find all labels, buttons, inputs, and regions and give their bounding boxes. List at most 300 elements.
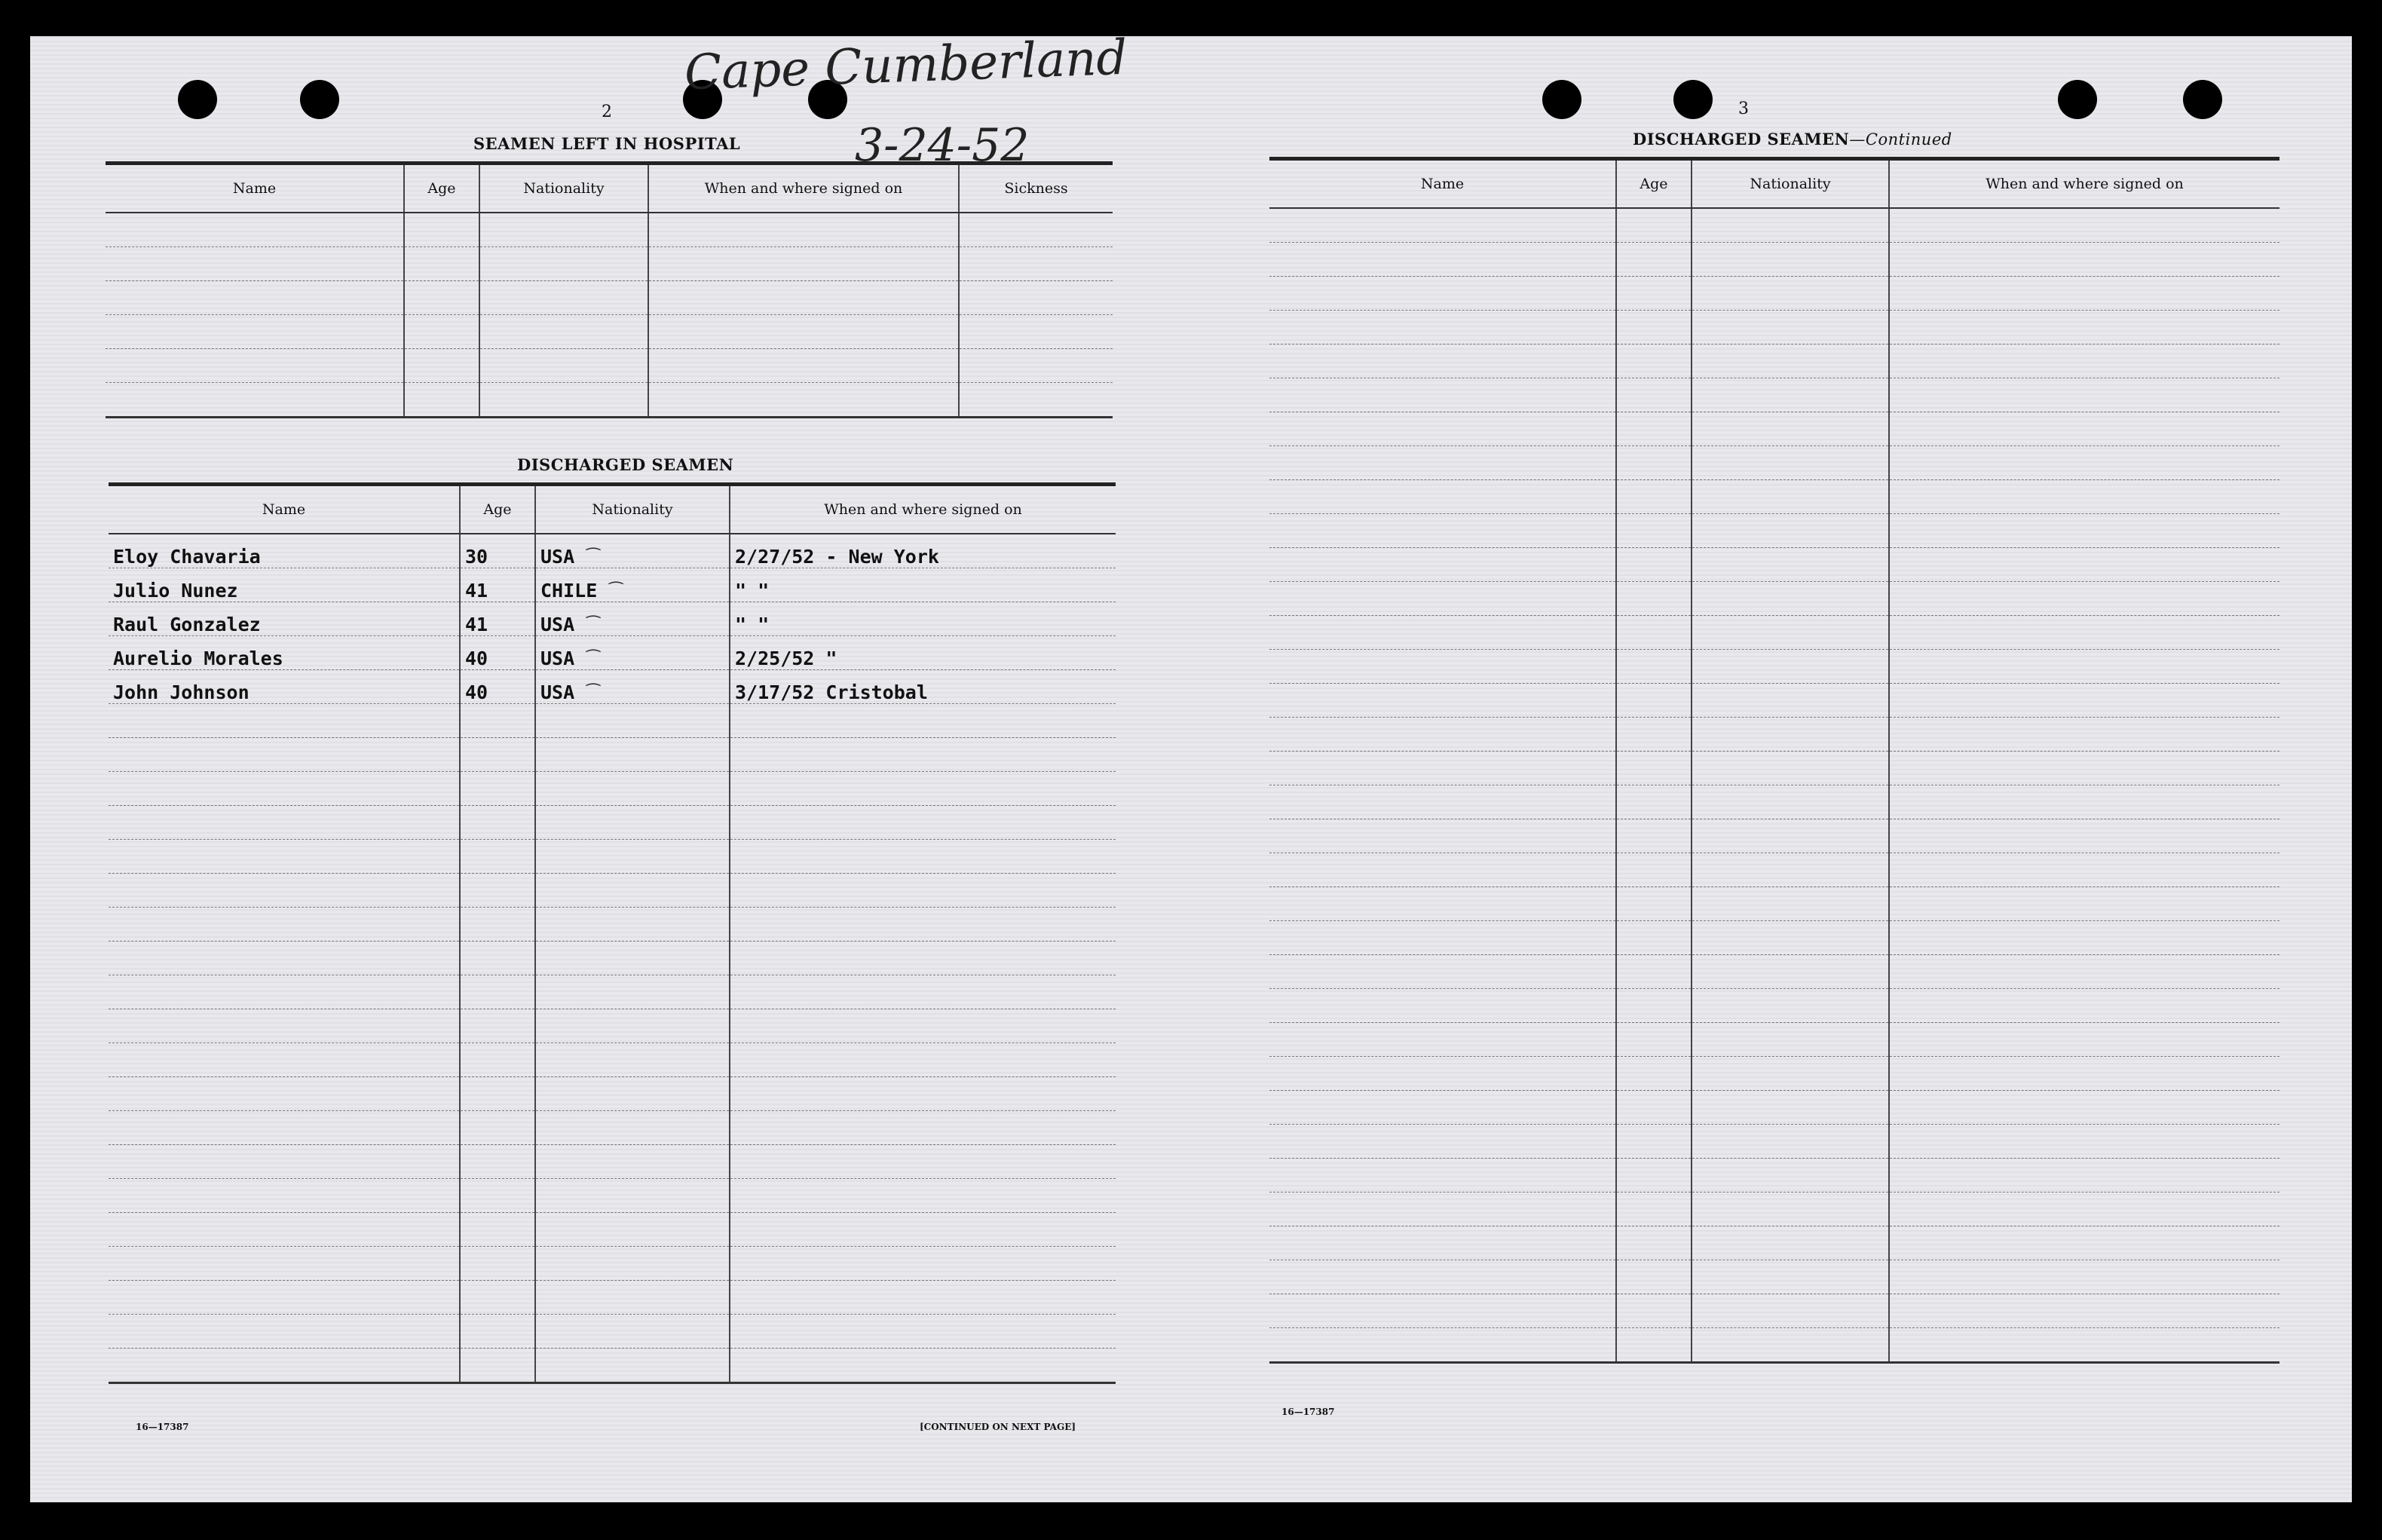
age-cell	[1616, 243, 1692, 277]
nationality-cell	[1692, 548, 1889, 582]
table-row	[109, 1043, 1116, 1077]
table-row	[106, 281, 1113, 315]
signed-on-cell	[1889, 1294, 2279, 1328]
nationality-cell	[1692, 853, 1889, 887]
table-row	[109, 568, 1116, 602]
nationality-cell	[1692, 1328, 1889, 1363]
nationality-cell	[1692, 752, 1889, 785]
table-row	[1269, 480, 2279, 514]
signed-on-cell	[730, 772, 1116, 806]
age-cell	[1616, 582, 1692, 616]
table-row	[109, 975, 1116, 1009]
cell-text: 40	[465, 648, 488, 669]
nationality-cell	[535, 602, 730, 636]
column-header: When and where signed on	[1889, 159, 2279, 209]
age-cell	[460, 704, 535, 738]
table-row	[109, 1315, 1116, 1349]
name-cell	[109, 772, 460, 806]
name-cell	[1269, 311, 1616, 344]
name-cell	[1269, 480, 1616, 514]
nationality-cell	[479, 213, 648, 247]
signed-on-cell	[1889, 650, 2279, 684]
age-cell	[404, 315, 479, 349]
name-cell	[1269, 887, 1616, 921]
age-cell	[1616, 311, 1692, 344]
check-mark-icon: ⁀	[586, 651, 600, 669]
table-row	[1269, 1057, 2279, 1091]
check-mark-icon: ⁀	[586, 684, 600, 703]
nationality-cell	[1692, 582, 1889, 616]
age-cell	[1616, 378, 1692, 412]
age-cell	[1616, 921, 1692, 955]
name-cell	[106, 281, 404, 315]
signed-on-cell	[1889, 785, 2279, 819]
age-cell	[460, 806, 535, 840]
name-cell	[1269, 344, 1616, 378]
nationality-cell	[535, 1247, 730, 1281]
signed-on-cell	[730, 1077, 1116, 1111]
hospital-section-title: SEAMEN LEFT IN HOSPITAL	[473, 134, 741, 153]
age-cell	[460, 840, 535, 874]
signed-on-cell	[1889, 1057, 2279, 1091]
name-cell	[109, 975, 460, 1009]
signed-on-cell	[1889, 412, 2279, 446]
age-cell	[460, 1179, 535, 1213]
name-cell	[1269, 277, 1616, 311]
cell-text: Eloy Chavaria	[113, 546, 261, 568]
table-row	[109, 1349, 1116, 1383]
right-page	[1191, 36, 2352, 1502]
table-row	[106, 315, 1113, 349]
table-row	[1269, 412, 2279, 446]
table-row	[106, 383, 1113, 418]
name-cell	[1269, 1294, 1616, 1328]
name-cell	[1269, 1023, 1616, 1057]
name-cell	[109, 1213, 460, 1247]
age-cell	[460, 602, 535, 636]
name-cell	[1269, 785, 1616, 819]
name-cell	[1269, 616, 1616, 650]
age-cell	[460, 1247, 535, 1281]
signed-on-cell	[730, 534, 1116, 568]
table-row	[1269, 1159, 2279, 1193]
age-cell	[1616, 684, 1692, 718]
name-cell	[1269, 1159, 1616, 1193]
name-cell	[1269, 853, 1616, 887]
nationality-cell	[1692, 412, 1889, 446]
age-cell	[460, 941, 535, 975]
nationality-cell	[535, 1281, 730, 1315]
signed-on-cell	[730, 806, 1116, 840]
table-row	[109, 738, 1116, 772]
age-cell	[404, 349, 479, 383]
cell-text: 41	[465, 580, 488, 602]
sickness-cell	[959, 349, 1113, 383]
name-cell	[109, 1145, 460, 1179]
table-row	[109, 1247, 1116, 1281]
table-row	[106, 247, 1113, 281]
name-cell	[106, 349, 404, 383]
column-header: When and where signed on	[730, 485, 1116, 534]
nationality-cell	[1692, 1294, 1889, 1328]
signed-on-cell	[1889, 514, 2279, 548]
age-cell	[404, 213, 479, 247]
table-row	[1269, 853, 2279, 887]
signed-on-cell	[648, 213, 959, 247]
nationality-cell	[1692, 243, 1889, 277]
table-row	[1269, 1294, 2279, 1328]
signed-on-cell	[648, 247, 959, 281]
date-handwriting: 3-24-52	[855, 119, 1030, 172]
age-cell	[1616, 1294, 1692, 1328]
title-text: DISCHARGED SEAMEN	[1633, 130, 1850, 148]
age-cell	[460, 772, 535, 806]
signed-on-cell	[730, 1179, 1116, 1213]
nationality-cell	[1692, 1159, 1889, 1193]
table-row	[1269, 344, 2279, 378]
table-row	[109, 1111, 1116, 1145]
nationality-cell	[535, 704, 730, 738]
name-cell	[1269, 684, 1616, 718]
column-header: Name	[1269, 159, 1616, 209]
table-row	[109, 806, 1116, 840]
signed-on-cell	[730, 1145, 1116, 1179]
nationality-cell	[1692, 684, 1889, 718]
nationality-cell	[535, 1077, 730, 1111]
nationality-cell	[535, 1009, 730, 1043]
sickness-cell	[959, 247, 1113, 281]
age-cell	[460, 1043, 535, 1077]
table-row	[109, 941, 1116, 975]
name-cell	[109, 602, 460, 636]
table-row	[1269, 752, 2279, 785]
table-row	[1269, 955, 2279, 989]
nationality-cell	[535, 806, 730, 840]
nationality-cell	[535, 975, 730, 1009]
table-row	[1269, 277, 2279, 311]
age-cell	[1616, 277, 1692, 311]
age-cell	[460, 738, 535, 772]
nationality-cell	[1692, 1125, 1889, 1159]
name-cell	[1269, 1125, 1616, 1159]
name-cell	[1269, 921, 1616, 955]
signed-on-cell	[730, 975, 1116, 1009]
signed-on-cell	[730, 941, 1116, 975]
signed-on-cell	[1889, 684, 2279, 718]
age-cell	[460, 568, 535, 602]
hospital-table	[106, 161, 1113, 418]
age-cell	[460, 1281, 535, 1315]
age-cell	[460, 1145, 535, 1179]
table-row	[1269, 989, 2279, 1023]
cell-text: Raul Gonzalez	[113, 614, 261, 635]
age-cell	[460, 534, 535, 568]
age-cell	[1616, 548, 1692, 582]
sickness-cell	[959, 383, 1113, 418]
age-cell	[1616, 650, 1692, 684]
age-cell	[1616, 989, 1692, 1023]
nationality-cell	[1692, 718, 1889, 752]
name-cell	[1269, 378, 1616, 412]
signed-on-cell	[1889, 1328, 2279, 1363]
table-row	[1269, 208, 2279, 243]
signed-on-cell	[730, 568, 1116, 602]
name-cell	[1269, 548, 1616, 582]
table-row	[109, 602, 1116, 636]
vessel-name-handwriting: Cape Cumberland	[683, 29, 1128, 102]
age-cell	[460, 1111, 535, 1145]
nationality-cell	[535, 941, 730, 975]
cell-text: 2/27/52 - New York	[735, 546, 939, 568]
nationality-cell	[479, 315, 648, 349]
name-cell	[1269, 582, 1616, 616]
age-cell	[1616, 1057, 1692, 1091]
signed-on-cell	[730, 636, 1116, 670]
table-row	[109, 1281, 1116, 1315]
document-sheet	[30, 29, 2352, 1502]
cell-text: USA	[540, 614, 575, 635]
table-row	[1269, 1125, 2279, 1159]
table-row	[109, 908, 1116, 941]
age-cell	[1616, 1023, 1692, 1057]
nationality-cell	[1692, 955, 1889, 989]
age-cell	[460, 1077, 535, 1111]
table-row	[109, 840, 1116, 874]
nationality-cell	[535, 1043, 730, 1077]
age-cell	[460, 1349, 535, 1383]
nationality-cell	[1692, 650, 1889, 684]
nationality-cell	[1692, 1023, 1889, 1057]
age-cell	[404, 383, 479, 418]
nationality-cell	[1692, 887, 1889, 921]
nationality-cell	[535, 1179, 730, 1213]
check-mark-icon: ⁀	[586, 617, 600, 635]
nationality-cell	[479, 383, 648, 418]
name-cell	[109, 568, 460, 602]
signed-on-cell	[1889, 1125, 2279, 1159]
nationality-cell	[535, 874, 730, 908]
column-header: Nationality	[535, 485, 730, 534]
column-header: Name	[109, 485, 460, 534]
age-cell	[404, 281, 479, 315]
name-cell	[106, 213, 404, 247]
table-row	[109, 772, 1116, 806]
signed-on-cell	[730, 1111, 1116, 1145]
discharged-seamen-table	[109, 482, 1116, 1384]
age-cell	[1616, 1226, 1692, 1260]
column-header: Age	[460, 485, 535, 534]
signed-on-cell	[1889, 989, 2279, 1023]
name-cell	[109, 941, 460, 975]
signed-on-cell	[1889, 1193, 2279, 1226]
signed-on-cell	[1889, 1226, 2279, 1260]
table-row	[1269, 1091, 2279, 1125]
table-row	[1269, 243, 2279, 277]
name-cell	[109, 806, 460, 840]
nationality-cell	[535, 840, 730, 874]
table-row	[109, 704, 1116, 738]
name-cell	[109, 1111, 460, 1145]
form-number: 16—17387	[136, 1422, 189, 1432]
signed-on-cell	[730, 738, 1116, 772]
signed-on-cell	[1889, 1159, 2279, 1193]
nationality-cell	[1692, 1260, 1889, 1294]
name-cell	[109, 636, 460, 670]
signed-on-cell	[648, 315, 959, 349]
table-row	[1269, 616, 2279, 650]
name-cell	[106, 383, 404, 418]
signed-on-cell	[1889, 887, 2279, 921]
signed-on-cell	[1889, 582, 2279, 616]
nationality-cell	[1692, 819, 1889, 853]
name-cell	[1269, 1260, 1616, 1294]
column-header: Age	[404, 164, 479, 213]
name-cell	[109, 1281, 460, 1315]
signed-on-cell	[730, 1281, 1116, 1315]
cell-text: USA	[540, 546, 575, 568]
table-row	[106, 213, 1113, 247]
cell-text: 2/25/52 "	[735, 648, 837, 669]
name-cell	[1269, 650, 1616, 684]
signed-on-cell	[648, 281, 959, 315]
table-row	[1269, 311, 2279, 344]
name-cell	[1269, 446, 1616, 480]
age-cell	[1616, 718, 1692, 752]
age-cell	[1616, 1193, 1692, 1226]
nationality-cell	[479, 281, 648, 315]
nationality-cell	[535, 772, 730, 806]
age-cell	[460, 1009, 535, 1043]
table-row	[1269, 887, 2279, 921]
nationality-cell	[479, 349, 648, 383]
name-cell	[109, 738, 460, 772]
discharged-continued-title	[1633, 130, 1952, 148]
name-cell	[109, 874, 460, 908]
signed-on-cell	[1889, 853, 2279, 887]
cell-text: CHILE	[540, 580, 598, 602]
table-row	[109, 874, 1116, 908]
nationality-cell	[535, 1145, 730, 1179]
column-header: Sickness	[959, 164, 1113, 213]
age-cell	[460, 670, 535, 704]
name-cell	[109, 1247, 460, 1281]
table-row	[1269, 378, 2279, 412]
check-mark-icon: ⁀	[609, 583, 623, 602]
table-row	[1269, 582, 2279, 616]
cell-text: 41	[465, 614, 488, 635]
sickness-cell	[959, 315, 1113, 349]
sickness-cell	[959, 213, 1113, 247]
table-row	[1269, 1226, 2279, 1260]
nationality-cell	[535, 738, 730, 772]
age-cell	[460, 975, 535, 1009]
nationality-cell	[535, 636, 730, 670]
signed-on-cell	[730, 1009, 1116, 1043]
signed-on-cell	[1889, 446, 2279, 480]
age-cell	[1616, 853, 1692, 887]
table-row	[1269, 718, 2279, 752]
table-row	[109, 1213, 1116, 1247]
cell-text: 3/17/52 Cristobal	[735, 681, 928, 703]
signed-on-cell	[730, 908, 1116, 941]
continued-note: [CONTINUED ON NEXT PAGE]	[920, 1422, 1076, 1432]
age-cell	[1616, 785, 1692, 819]
page-number: 3	[1738, 100, 1749, 118]
name-cell	[109, 534, 460, 568]
nationality-cell	[535, 1349, 730, 1383]
age-cell	[460, 908, 535, 941]
table-row	[109, 1179, 1116, 1213]
age-cell	[460, 874, 535, 908]
age-cell	[460, 1315, 535, 1349]
signed-on-cell	[1889, 752, 2279, 785]
name-cell	[1269, 208, 1616, 243]
name-cell	[1269, 752, 1616, 785]
signed-on-cell	[730, 670, 1116, 704]
nationality-cell	[535, 1315, 730, 1349]
cell-text: USA	[540, 648, 575, 669]
nationality-cell	[1692, 344, 1889, 378]
name-cell	[109, 1043, 460, 1077]
age-cell	[1616, 1260, 1692, 1294]
signed-on-cell	[1889, 243, 2279, 277]
table-row	[1269, 921, 2279, 955]
age-cell	[1616, 412, 1692, 446]
signed-on-cell	[730, 704, 1116, 738]
signed-on-cell	[1889, 311, 2279, 344]
signed-on-cell	[1889, 955, 2279, 989]
name-cell	[1269, 1226, 1616, 1260]
table-row	[109, 1145, 1116, 1179]
name-cell	[109, 1349, 460, 1383]
nationality-cell	[1692, 378, 1889, 412]
signed-on-cell	[730, 1315, 1116, 1349]
table-row	[1269, 684, 2279, 718]
name-cell	[1269, 819, 1616, 853]
name-cell	[1269, 989, 1616, 1023]
name-cell	[109, 1179, 460, 1213]
signed-on-cell	[648, 383, 959, 418]
name-cell	[109, 908, 460, 941]
name-cell	[1269, 412, 1616, 446]
discharged-seamen-continued-table	[1269, 157, 2279, 1364]
signed-on-cell	[648, 349, 959, 383]
nationality-cell	[1692, 921, 1889, 955]
nationality-cell	[1692, 989, 1889, 1023]
table-row	[1269, 819, 2279, 853]
check-mark-icon: ⁀	[586, 549, 600, 568]
table-row	[1269, 1260, 2279, 1294]
signed-on-cell	[730, 602, 1116, 636]
cell-text: " "	[735, 614, 770, 635]
name-cell	[109, 840, 460, 874]
table-row	[1269, 1193, 2279, 1226]
nationality-cell	[1692, 480, 1889, 514]
nationality-cell	[1692, 208, 1889, 243]
signed-on-cell	[1889, 616, 2279, 650]
signed-on-cell	[1889, 208, 2279, 243]
cell-text: John Johnson	[113, 681, 250, 703]
name-cell	[106, 247, 404, 281]
nationality-cell	[535, 534, 730, 568]
age-cell	[460, 636, 535, 670]
nationality-cell	[1692, 1193, 1889, 1226]
table-row	[1269, 1023, 2279, 1057]
age-cell	[1616, 208, 1692, 243]
signed-on-cell	[1889, 718, 2279, 752]
age-cell	[1616, 344, 1692, 378]
table-row	[109, 636, 1116, 670]
